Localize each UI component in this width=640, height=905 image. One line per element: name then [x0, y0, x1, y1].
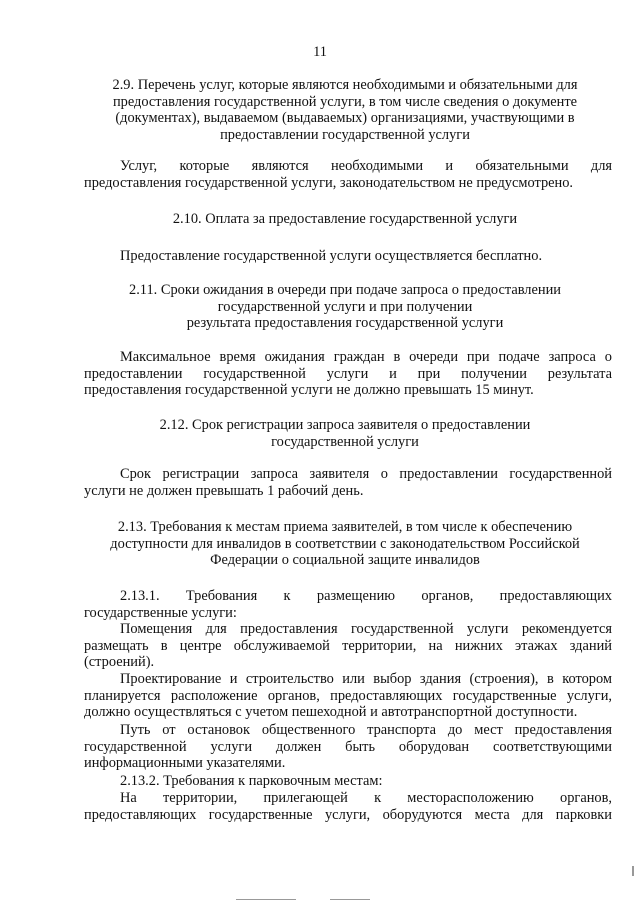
- heading-2-12: [80, 417, 610, 450]
- heading-line: результата предоставления государственной услуги: [186, 315, 504, 331]
- text-line: планируется расположение органов, предоставляющих государственные услуги,: [84, 687, 612, 704]
- heading-line: государственной услуги: [271, 433, 419, 450]
- text-line: Помещения для предоставления государственной услуги рекомендуется: [120, 621, 612, 637]
- paragraph-2-13-1: [84, 588, 612, 621]
- heading-2-9: [80, 77, 610, 143]
- text-line: Срок регистрации запроса заявителя о предоставлении государственной: [120, 466, 612, 482]
- text-line: На территории, прилегающей к месторасположению органов,: [120, 790, 612, 806]
- text-line: размещать в центре обслуживаемой территории, на нижних этажах зданий: [84, 637, 612, 654]
- heading-line: предоставления государственной услуги, в том числе сведения о документе: [112, 93, 578, 110]
- text-line: должно осуществляться с учетом пешеходной и автотранспортной доступности.: [84, 704, 578, 720]
- scan-artifact: [236, 899, 296, 900]
- heading-2-10: [80, 211, 610, 228]
- heading-line: доступности для инвалидов в соответствии с законодательством Российской: [110, 535, 580, 552]
- heading-2-11: [80, 282, 610, 332]
- text-line: 2.13.2. Требования к парковочным местам:: [120, 773, 383, 789]
- text-line: государственной услуги должен быть оборудован соответствующими: [84, 738, 612, 755]
- scan-artifact: [330, 899, 370, 900]
- heading-line: 2.13. Требования к местам приема заявителей, в том числе к обеспечению: [117, 519, 573, 535]
- text-line: предоставления государственной услуги, законодательством не предусмотрено.: [84, 174, 574, 191]
- text-line: информационными указателями.: [84, 755, 286, 771]
- text-line: Предоставление государственной услуги осуществляется бесплатно.: [120, 248, 543, 264]
- paragraph-2-9: [84, 158, 612, 191]
- scan-artifact: [632, 866, 634, 876]
- heading-line: 2.10. Оплата за предоставление государственной услуги: [172, 211, 518, 227]
- heading-line: предоставлении государственной услуги: [220, 126, 470, 143]
- heading-line: государственной услуги и при получении: [217, 298, 473, 315]
- text-line: услуги не должен превышать 1 рабочий день.: [84, 482, 364, 499]
- text-line: предоставляющих государственные услуги, оборудуются места для парковки: [84, 806, 612, 823]
- paragraph-rooms: [84, 621, 612, 671]
- text-line: государственные услуги:: [84, 604, 237, 621]
- paragraph-2-12: [84, 466, 612, 499]
- heading-line: Федерации о социальной защите инвалидов: [210, 552, 480, 568]
- text-line: 2.13.1. Требования к размещению органов, предоставляющих: [120, 588, 612, 604]
- paragraph-parking: [84, 790, 612, 823]
- text-line: Услуг, которые являются необходимыми и обязательными для: [120, 158, 612, 174]
- paragraph-2-13-2: [84, 773, 612, 790]
- paragraph-2-10: [84, 248, 612, 265]
- heading-line: 2.9. Перечень услуг, которые являются необходимыми и обязательными для: [112, 77, 578, 93]
- text-line: (строений).: [84, 654, 155, 670]
- heading-line: 2.11. Сроки ожидания в очереди при подаче запроса о предоставлении: [129, 282, 561, 298]
- text-line: предоставления государственной услуги не должно превышать 15 минут.: [84, 382, 534, 398]
- paragraph-design: [84, 671, 612, 721]
- paragraph-2-11: [84, 349, 612, 399]
- text-line: Проектирование и строительство или выбор здания (строения), в котором: [120, 671, 612, 687]
- heading-2-13: [80, 519, 610, 569]
- heading-line: (документах), выдаваемом (выдаваемых) организациями, участвующими в: [115, 110, 575, 126]
- heading-line: 2.12. Срок регистрации запроса заявителя о предоставлении: [159, 417, 531, 433]
- page-number: 11: [313, 44, 327, 60]
- paragraph-path: [84, 722, 612, 772]
- text-line: Максимальное время ожидания граждан в очереди при подаче запроса о: [120, 349, 612, 365]
- text-line: предоставлении государственной услуги и при получении результата: [84, 365, 612, 382]
- text-line: Путь от остановок общественного транспорта до мест предоставления: [120, 722, 612, 738]
